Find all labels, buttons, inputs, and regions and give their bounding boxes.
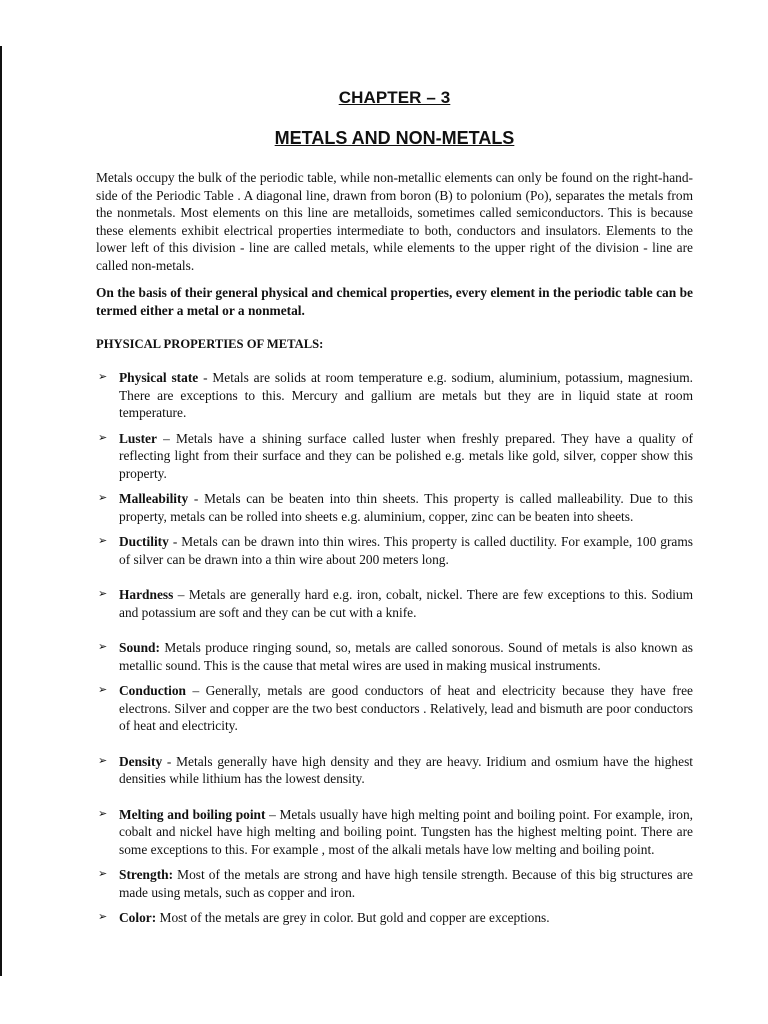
- arrow-bullet-icon: ➢: [98, 868, 108, 880]
- property-text: - Metals can be beaten into thin sheets. This property is called malleability. Due to this property, metals can be rolled into sheets e.g. aluminium, copper, zinc can be beaten into sheets.: [119, 491, 693, 524]
- property-item: [96, 639, 693, 674]
- property-item: [96, 866, 693, 901]
- left-margin-rule: [0, 46, 2, 976]
- intro-paragraph: Metals occupy the bulk of the periodic table, while non-metallic elements can only be found on the right-hand-side of the Periodic Table . A diagonal line, drawn from boron (B) to polonium (Po), separates the metals from the nonmetals. Most elements on this line are metalloids, sometimes called semiconductors. This is because these elements exhibit electrical properties intermediate to both, conductors and insulators. Elements to the lower left of this division - line are called metals, while elements to the upper right of the division - line are called non-metals.: [96, 170, 693, 273]
- property-term: Conduction: [119, 683, 186, 698]
- properties-list: [96, 369, 693, 927]
- property-text: Most of the metals are grey in color. But gold and copper are exceptions.: [156, 910, 550, 925]
- property-text: – Metals usually have high melting point and boiling point. For example, iron, cobalt and nickel have high melting and boiling point. Tungsten has the highest melting point. There are some exceptions to this. For example , most of the alkali metals have low melting and boiling point.: [119, 806, 693, 857]
- arrow-bullet-icon: ➢: [98, 641, 108, 653]
- property-term: Luster: [119, 430, 157, 446]
- property-term: Physical state: [119, 370, 199, 385]
- property-item: [96, 430, 693, 483]
- property-item: [96, 753, 693, 788]
- section-heading: PHYSICAL PROPERTIES OF METALS:: [96, 337, 324, 351]
- property-text: – Generally, metals are good conductors of heat and electricity because they have free electrons. Silver and copper are the two best conductors . Relatively, lead and bismuth are poor conductors of heat and electricity.: [119, 683, 693, 733]
- document-page: [96, 88, 693, 927]
- chapter-heading: CHAPTER – 3: [338, 88, 451, 107]
- property-text: Most of the metals are strong and have high tensile strength. Because of this big structures are made using metals, such as copper and iron.: [119, 867, 693, 900]
- property-item: [96, 806, 693, 859]
- property-item: [96, 586, 693, 621]
- property-term: Ductility: [119, 534, 169, 549]
- arrow-bullet-icon: ➢: [98, 431, 108, 444]
- arrow-bullet-icon: ➢: [98, 911, 108, 923]
- property-term: Melting and boiling point: [119, 806, 266, 822]
- emphasis-paragraph: On the basis of their general physical and chemical properties, every element in the periodic table can be termed either a metal or a nonmetal.: [96, 285, 693, 318]
- arrow-bullet-icon: ➢: [98, 588, 108, 600]
- property-term: Malleability: [119, 491, 189, 506]
- arrow-bullet-icon: ➢: [98, 807, 108, 820]
- property-text: - Metals can be drawn into thin wires. This property is called ductility. For example, 100 grams of silver can be drawn into a thin wire about 200 meters long.: [119, 534, 693, 567]
- property-term: Density: [119, 753, 163, 769]
- property-term: Color:: [119, 910, 157, 925]
- property-term: Hardness: [119, 587, 174, 602]
- arrow-bullet-icon: ➢: [98, 371, 108, 383]
- property-text: - Metals generally have high density and they are heavy. Iridium and osmium have the highest densities while lithium has the lowest density.: [119, 753, 693, 786]
- arrow-bullet-icon: ➢: [98, 754, 108, 767]
- property-item: [96, 490, 693, 525]
- property-item: [96, 533, 693, 568]
- property-item: [96, 909, 693, 927]
- property-text: Metals produce ringing sound, so, metals are called sonorous. Sound of metals is also known as metallic sound. This is the cause that metal wires are used in making musical instruments.: [119, 640, 693, 673]
- property-item: [96, 682, 693, 735]
- arrow-bullet-icon: ➢: [98, 684, 108, 696]
- property-text: - Metals are solids at room temperature e.g. sodium, aluminium, potassium, magnesium. There are exceptions to this. Mercury and gallium are metals but they are in liquid state at room temperature.: [119, 370, 693, 420]
- property-text: – Metals have a shining surface called luster when freshly prepared. They have a quality of reflecting light from their surface and they can be polished e.g. metals like gold, silver, copper show this property.: [119, 430, 693, 481]
- property-term: Sound:: [119, 640, 160, 655]
- property-term: Strength:: [119, 867, 174, 882]
- arrow-bullet-icon: ➢: [98, 492, 108, 504]
- arrow-bullet-icon: ➢: [98, 535, 108, 547]
- property-item: [96, 369, 693, 422]
- page-title: METALS AND NON-METALS: [274, 128, 515, 148]
- property-text: – Metals are generally hard e.g. iron, cobalt, nickel. There are few exceptions to this. Sodium and potassium are soft and they can be cut with a knife.: [119, 587, 693, 620]
